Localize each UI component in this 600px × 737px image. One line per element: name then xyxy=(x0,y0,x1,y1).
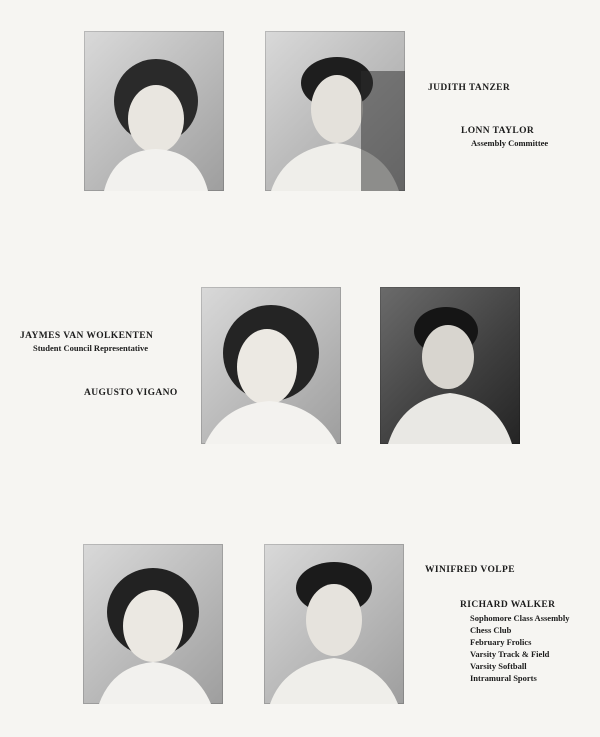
portrait-photo-van-wolkenten xyxy=(201,287,341,444)
portrait-photo-walker xyxy=(264,544,404,704)
student-activity: Intramural Sports xyxy=(470,673,537,683)
portrait-photo-taylor xyxy=(265,31,405,191)
portrait-photo-vigano xyxy=(380,287,520,444)
student-name: JAYMES VAN WOLKENTEN xyxy=(20,331,154,341)
student-activity: Varsity Softball xyxy=(470,661,527,671)
student-name: LONN TAYLOR xyxy=(461,126,535,136)
student-activity: Chess Club xyxy=(470,625,512,635)
student-activity: Sophomore Class Assembly xyxy=(470,613,570,623)
portrait-silhouette xyxy=(264,544,404,704)
student-activity: Varsity Track & Field xyxy=(470,649,550,659)
student-name: WINIFRED VOLPE xyxy=(425,565,515,575)
student-name: AUGUSTO VIGANO xyxy=(84,388,178,398)
student-name: JUDITH TANZER xyxy=(428,83,511,93)
portrait-silhouette xyxy=(84,31,224,191)
student-activity: Student Council Representative xyxy=(33,343,149,353)
activity-list xyxy=(470,612,570,684)
student-activity: Assembly Committee xyxy=(471,138,549,148)
portrait-silhouette xyxy=(380,287,520,444)
portrait-silhouette xyxy=(201,287,341,444)
portrait-silhouette xyxy=(83,544,223,704)
portrait-silhouette xyxy=(265,31,405,191)
portrait-photo-tanzer xyxy=(84,31,224,191)
student-activity: February Frolics xyxy=(470,637,532,647)
student-name: RICHARD WALKER xyxy=(460,600,556,610)
portrait-photo-volpe xyxy=(83,544,223,704)
